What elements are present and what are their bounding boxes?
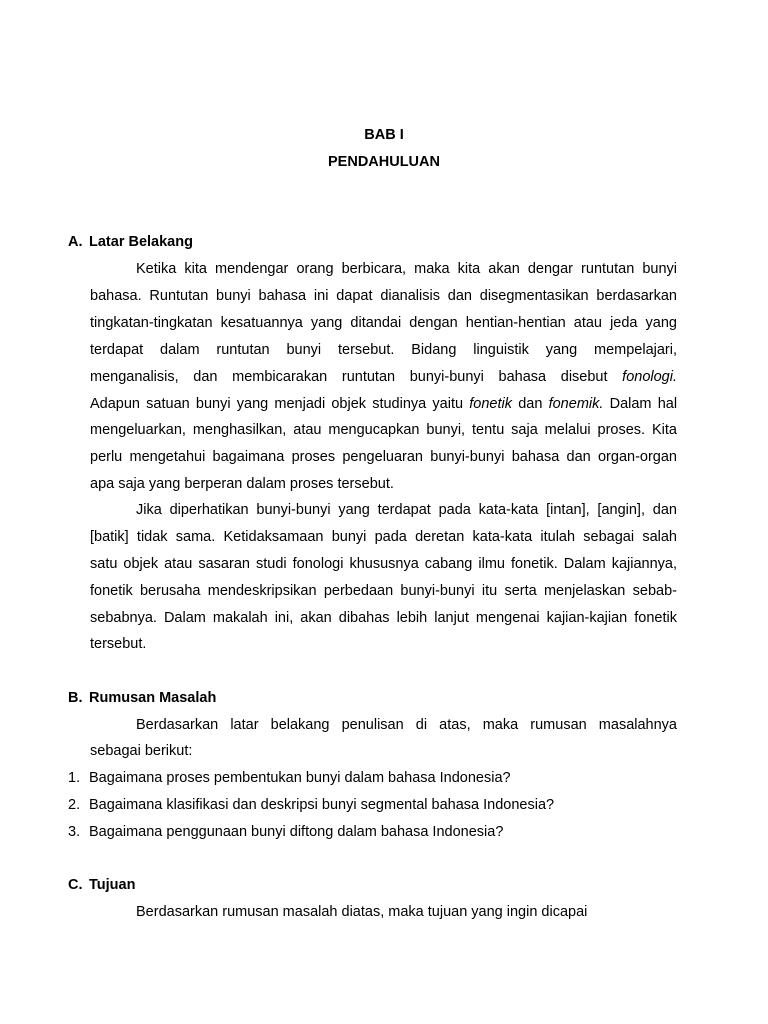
list-item: Bagaimana proses pembentukan bunyi dalam bahasa Indonesia? xyxy=(89,770,511,786)
paragraph-line: tingkatan-tingkatan kesatuannya yang ditandai dengan hentian-hentian atau jeda yang xyxy=(90,315,677,331)
paragraph-line: Jika diperhatikan bunyi-bunyi yang terdapat pada kata-kata [intan], [angin], dan xyxy=(136,502,677,518)
paragraph-line: Berdasarkan latar belakang penulisan di atas, maka rumusan masalahnya xyxy=(136,717,677,733)
paragraph-line: sebagai berikut: xyxy=(90,743,193,759)
paragraph-line: mengeluarkan, menghasilkan, atau mengucapkan bunyi, tentu saja melalui proses. Kita xyxy=(90,422,677,438)
paragraph-line: satu objek atau sasaran studi fonologi khususnya cabang ilmu fonetik. Dalam kajiannya, xyxy=(90,556,677,572)
paragraph-line: sebabnya. Dalam makalah ini, akan dibahas lebih lanjut mengenai kajian-kajian fonetik xyxy=(90,610,677,626)
term-fonemik: fonemik. xyxy=(548,396,604,412)
chapter-number: BAB I xyxy=(364,127,404,143)
list-item: Bagaimana penggunaan bunyi diftong dalam bahasa Indonesia? xyxy=(89,824,504,840)
section-b-heading: Rumusan Masalah xyxy=(89,690,217,706)
line-text: dan xyxy=(518,396,543,412)
section-c-heading: Tujuan xyxy=(89,877,136,893)
list-item-number: 1. xyxy=(68,770,81,786)
paragraph-line: tersebut. xyxy=(90,636,147,652)
paragraph-line: bahasa. Runtutan bunyi bahasa ini dapat dianalisis dan disegmentasikan berdasarkan xyxy=(90,288,677,304)
paragraph-line xyxy=(90,369,677,385)
chapter-title: PENDAHULUAN xyxy=(328,154,440,170)
paragraph-line: perlu mengetahui bagaimana proses pengeluaran bunyi-bunyi bahasa dan organ-organ xyxy=(90,449,677,465)
section-b-letter: B. xyxy=(68,690,83,706)
section-a-heading: Latar Belakang xyxy=(89,234,193,250)
paragraph-line: Ketika kita mendengar orang berbicara, maka kita akan dengar runtutan bunyi xyxy=(136,261,677,277)
list-item-number: 2. xyxy=(68,797,81,813)
paragraph-line xyxy=(90,396,677,412)
paragraph-line: apa saja yang berperan dalam proses tersebut. xyxy=(90,476,394,492)
term-fonetik: fonetik xyxy=(469,396,512,412)
line-text: Adapun satuan bunyi yang menjadi objek studinya yaitu xyxy=(90,396,464,412)
section-a-letter: A. xyxy=(68,234,83,250)
list-item: Bagaimana klasifikasi dan deskripsi bunyi segmental bahasa Indonesia? xyxy=(89,797,555,813)
section-c-letter: C. xyxy=(68,877,83,893)
line-text: Dalam hal xyxy=(609,396,678,412)
paragraph-line: Berdasarkan rumusan masalah diatas, maka tujuan yang ingin dicapai xyxy=(136,904,588,920)
line-text: menganalisis, dan membicarakan runtutan bunyi-bunyi bahasa disebut xyxy=(90,369,608,385)
paragraph-line: terdapat dalam runtutan bunyi tersebut. Bidang linguistik yang mempelajari, xyxy=(90,342,677,358)
paragraph-line: fonetik berusaha mendeskripsikan perbedaan bunyi-bunyi itu serta menjelaskan sebab- xyxy=(90,583,677,599)
term-fonologi: fonologi. xyxy=(622,369,677,385)
paragraph-line: [batik] tidak sama. Ketidaksamaan bunyi pada deretan kata-kata itulah sebagai salah xyxy=(90,529,677,545)
list-item-number: 3. xyxy=(68,824,81,840)
